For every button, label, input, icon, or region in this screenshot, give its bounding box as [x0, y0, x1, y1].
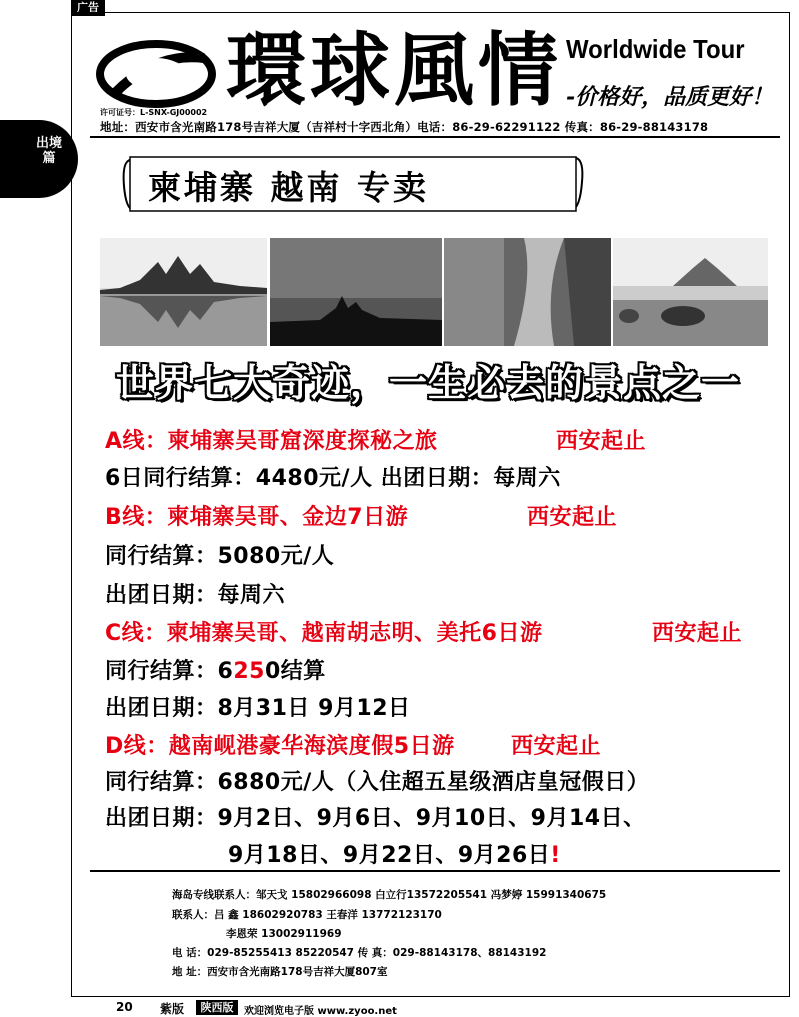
globe-logo-icon	[96, 32, 216, 112]
ad-tag: 广告	[71, 0, 105, 16]
route-d-date-1: 出团日期：9月2日、9月6日、9月10日、9月14日、	[105, 806, 646, 831]
route-a-title: A线：柬埔寨吴哥窟深度探秘之旅	[105, 429, 438, 454]
route-c-price-pre: 同行结算：6	[105, 659, 234, 684]
route-c-depart: 西安起止	[652, 621, 743, 646]
route-d-date-2-text: 9月18日、9月22日、9月26日	[228, 843, 551, 868]
route-c-price-highlight: 25	[233, 659, 265, 684]
contact-row-2: 联系人：吕 鑫 18602920783 王春洋 13772123170	[172, 909, 442, 921]
banner-title: 柬埔寨 越南 专卖	[148, 168, 429, 207]
route-c-date: 出团日期：8月31日 9月12日	[105, 696, 411, 721]
contact-row-4: 电 话：029-85255413 85220547 传 真：029-88143178、88143192	[172, 947, 547, 959]
route-d-title: D线：越南岘港豪华海滨度假5日游	[105, 734, 455, 759]
contact-row-1: 海岛专线联系人：邹天戈 15802966098 白立行13572205541 冯梦婷 15991340675	[172, 889, 607, 901]
edition-label: 紫版	[160, 1002, 185, 1016]
contact-divider	[90, 870, 780, 872]
section-tab-label: 出境篇	[35, 136, 62, 166]
photo-temple-silhouette	[270, 238, 442, 346]
route-c-price	[105, 654, 326, 685]
route-b-depart: 西安起止	[527, 505, 618, 530]
page-number: 20	[116, 1000, 133, 1014]
publication-logo: 陕西版	[196, 1000, 238, 1015]
slogan: -价格好，品质更好！	[566, 84, 774, 110]
route-d-date-2	[228, 838, 561, 869]
section-tab	[0, 120, 78, 198]
photo-angkor-wat	[100, 238, 267, 346]
route-a-info: 6日同行结算：4480元/人 出团日期：每周六	[105, 466, 561, 491]
route-a-depart: 西安起止	[556, 429, 647, 454]
photo-cattle-temple	[613, 238, 768, 346]
brand-english: Worldwide Tour	[566, 34, 745, 64]
contact-row-5: 地 址：西安市含光南路178号吉祥大厦807室	[172, 966, 388, 978]
route-c-price-post: 0结算	[264, 659, 326, 684]
footer-website-text: 欢迎浏览电子版 www.zyoo.net	[244, 1006, 397, 1017]
route-d-depart: 西安起止	[511, 734, 602, 759]
brand-name: 環球風情	[226, 23, 562, 117]
header-divider	[90, 136, 780, 138]
route-b-price: 同行结算：5080元/人	[105, 544, 335, 569]
headline: 世界七大奇迹，一生必去的景点之一	[116, 360, 741, 405]
photo-ta-prohm	[444, 238, 611, 346]
route-d-exclamation: !	[550, 843, 561, 868]
route-b-title: B线：柬埔寨吴哥、金边7日游	[105, 505, 409, 530]
route-c-title: C线：柬埔寨吴哥、越南胡志明、美托6日游	[105, 621, 543, 646]
route-d-price: 同行结算：6880元/人（入住超五星级酒店皇冠假日）	[105, 770, 650, 795]
license-number: 许可证号：L-SNX-GJ00002	[100, 108, 208, 117]
address-line: 地址：西安市含光南路178号吉祥大厦（吉祥村十字西北角）电话：86-29-62291122 传真：86-29-88143178	[100, 120, 709, 134]
contact-row-3: 李恩荣 13002911969	[226, 928, 342, 940]
route-b-date: 出团日期：每周六	[105, 583, 286, 608]
